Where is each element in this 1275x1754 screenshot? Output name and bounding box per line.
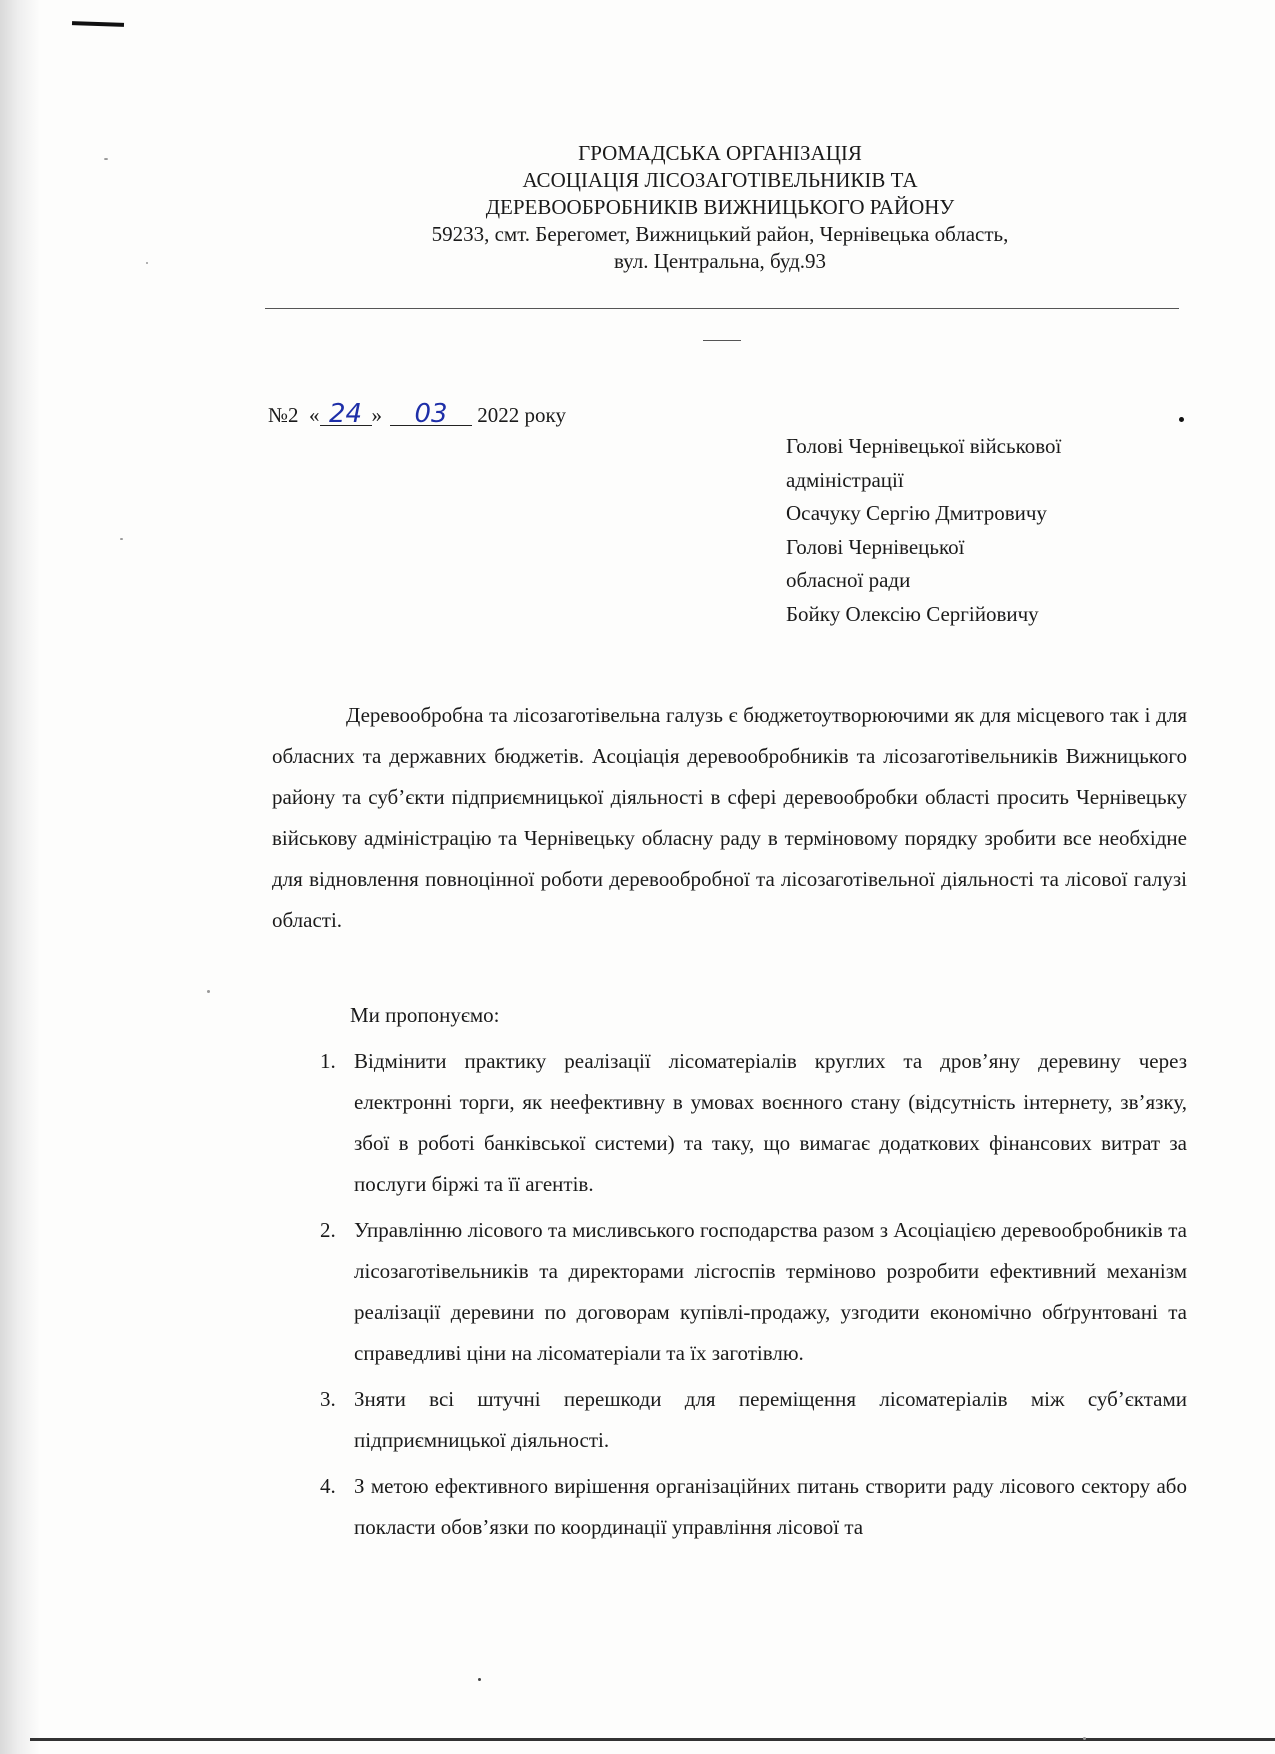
letter-body: [272, 695, 1187, 941]
quote-close: »: [371, 403, 383, 427]
proposal-list: [272, 1041, 1187, 1553]
ink-dot: [1179, 417, 1184, 422]
reference-year: 2022 року: [477, 403, 566, 427]
list-item-text: Відмінити практику реалізації лісоматеріалів круглих та дров’яну деревину через електронні торги, як неефективну в умовах воєнного стану (відсутність інтернету, зв’язку, збої в роботі банківської системи) та таку, що вимагає додаткових фінансових витрат за послуги біржі та її агентів.: [354, 1049, 1187, 1196]
scan-speck: [104, 158, 108, 160]
list-item: [272, 1379, 1187, 1461]
list-item-text: З метою ефективного вирішення організаційних питань створити раду лісового сектору або покласти обов’язки по координації управління лісової та: [354, 1474, 1187, 1539]
addressee-line-1: Голові Чернівецької військової: [786, 434, 1062, 458]
addressee-line-6: Бойку Олексію Сергійовичу: [786, 601, 1039, 626]
list-item-number: 2.: [320, 1218, 336, 1242]
addressee-block: [786, 430, 1061, 631]
list-item: [272, 1466, 1187, 1548]
divider-tick: [703, 340, 741, 341]
handwritten-month: 03: [390, 403, 472, 426]
addressee-line-3: Осачуку Сергію Дмитровичу: [786, 501, 1047, 525]
scan-speck: [478, 1678, 481, 1681]
scan-edge-bottom: [30, 1738, 1275, 1741]
list-item-number: 3.: [320, 1387, 336, 1411]
org-name-line-1: АСОЦІАЦІЯ ЛІСОЗАГОТІВЕЛЬНИКІВ ТА: [522, 168, 918, 192]
org-address-line-2: вул. Центральна, буд.93: [613, 249, 827, 273]
corner-mark: [72, 21, 124, 27]
reference-line: [268, 399, 566, 429]
handwritten-day: 24: [320, 403, 372, 426]
list-item-number: 4.: [320, 1474, 336, 1498]
letterhead: [260, 140, 1180, 275]
scan-speck: [120, 538, 123, 540]
reference-number: №2: [268, 403, 299, 427]
list-item-text: Зняти всі штучні перешкоди для переміщення лісоматеріалів між суб’єктами підприємницької діяльності.: [354, 1387, 1187, 1452]
scan-speck: [207, 990, 210, 993]
proposal-intro: Ми пропонуємо:: [350, 1003, 500, 1027]
letterhead-divider: [265, 308, 1179, 309]
addressee-line-2: адміністрації: [786, 467, 904, 492]
addressee-line-5: обласної ради: [786, 568, 911, 592]
scan-speck: [1083, 1737, 1086, 1740]
scan-speck: [146, 262, 148, 264]
list-item: [272, 1210, 1187, 1374]
org-name-line-2: ДЕРЕВООБРОБНИКІВ ВИЖНИЦЬКОГО РАЙОНУ: [485, 195, 955, 219]
list-item-text: Управлінню лісового та мисливського господарства разом з Асоціацією деревообробників та лісозаготівельників та директорами лісгоспів терміново розробити ефективний механізм реалізації деревини по договорам купівлі-продажу, узгодити економічно обґрунтовані та справедливі ціни на лісоматеріали та їх заготівлю.: [354, 1218, 1187, 1365]
list-item: [272, 1041, 1187, 1205]
scan-edge-left: [0, 0, 40, 1754]
org-address-line-1: 59233, смт. Берегомет, Вижницький район, Чернівецька область,: [431, 222, 1009, 246]
body-paragraph: Деревообробна та лісозаготівельна галузь є бюджетоутворюючими як для місцевого так і для обласних та державних бюджетів. Асоціація деревообробників та лісозаготівельників Вижницького району та суб’єкти підприємницької діяльності в сфері деревообробки області просить Чернівецьку військову адміністрацію та Чернівецьку обласну раду в терміновому порядку зробити все необхідне для відновлення повноцінної роботи деревообробної та лісозаготівельної діяльності та лісової галузі області.: [272, 703, 1187, 932]
addressee-line-4: Голові Чернівецької: [786, 534, 965, 559]
list-item-number: 1.: [320, 1049, 336, 1073]
quote-open: «: [309, 403, 320, 427]
org-type: ГРОМАДСЬКА ОРГАНІЗАЦІЯ: [578, 141, 862, 165]
